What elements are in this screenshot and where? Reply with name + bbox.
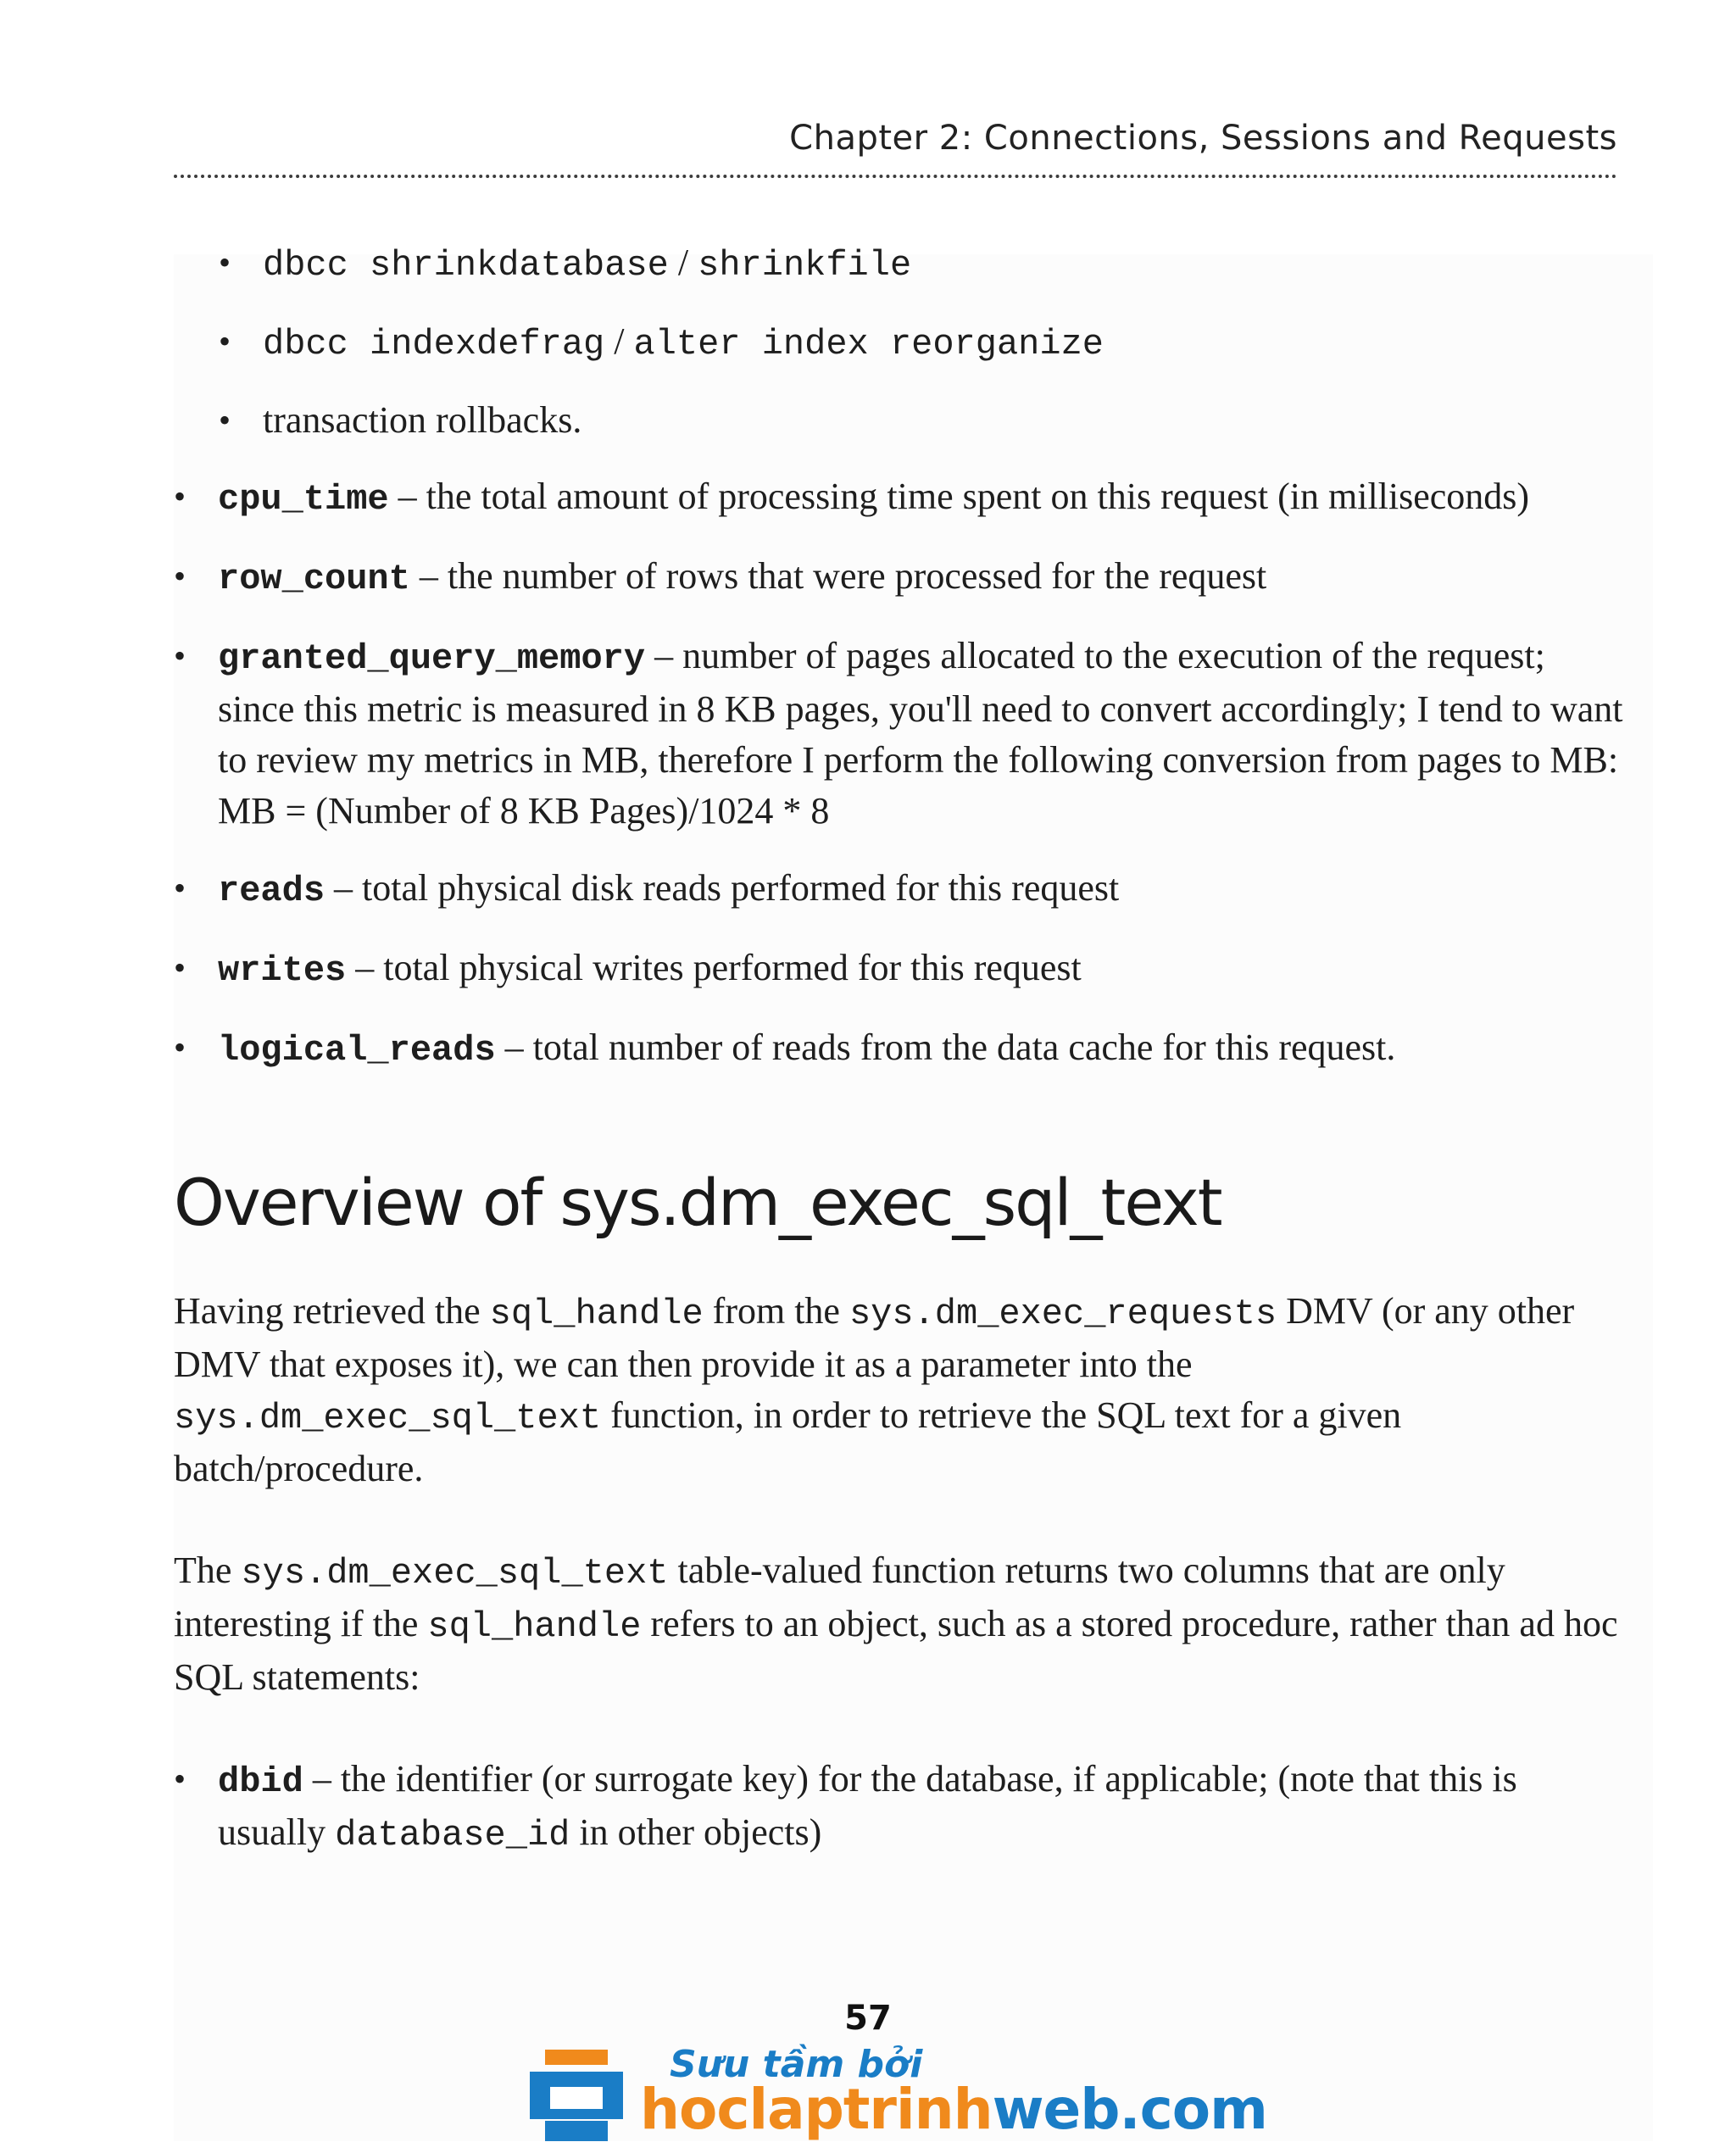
header-divider (174, 175, 1617, 178)
column-description: – the identifier (or surrogate key) for the database, if applicable; (note that this is usually (218, 1758, 1517, 1853)
separator: / (604, 320, 634, 362)
column-description: – total physical writes performed for this request (346, 947, 1082, 988)
columns-list (174, 471, 1625, 1076)
column-term: dbid (218, 1761, 303, 1802)
inline-code: database_id (335, 1815, 570, 1855)
operations-sublist (174, 237, 1625, 446)
watermark-site-name (640, 2077, 1267, 2142)
list-item (218, 471, 1625, 525)
list-item (263, 316, 1625, 370)
sql-text-columns-list (174, 1754, 1625, 1861)
list-item (218, 943, 1625, 996)
text-run: hoclaptrinh (640, 2077, 993, 2142)
list-item (263, 395, 1625, 446)
watermark (530, 2043, 1267, 2142)
inline-code: sys.dm_exec_requests (849, 1294, 1277, 1334)
list-item (218, 551, 1625, 604)
paragraph (174, 1286, 1625, 1494)
inline-code: alter index reorganize (633, 324, 1104, 364)
inline-code: sys.dm_exec_sql_text (241, 1553, 669, 1594)
list-item (218, 631, 1625, 837)
section-heading: Overview of sys.dm_exec_sql_text (174, 1165, 1221, 1240)
list-item (218, 1022, 1625, 1076)
page-number: 57 (844, 1999, 892, 2038)
column-description: – number of pages allocated to the execution of the request; since this metric is measured in 8 KB pages, you'll need to convert accordingly; I tend to want to review my metrics in MB, therefore I perform the following conversion from pages to MB: MB = (Number of 8 KB Pages)/1024 * 8 (218, 635, 1623, 832)
separator: / (668, 242, 698, 283)
inline-code: shrinkfile (698, 245, 912, 286)
list-item (218, 1754, 1625, 1861)
inline-code: sql_handle (427, 1606, 642, 1647)
inline-code: dbcc shrinkdatabase (263, 245, 669, 286)
column-term: logical_reads (218, 1030, 496, 1071)
inline-code: sys.dm_exec_sql_text (174, 1398, 602, 1438)
column-term: reads (218, 871, 326, 911)
column-description: in other objects) (570, 1811, 822, 1853)
list-item (263, 237, 1625, 291)
text-run: DMV (or any other DMV that exposes it), we can then provide it as a parameter into the (174, 1290, 1575, 1385)
text-run: web (992, 2077, 1120, 2142)
list-item-text: transaction rollbacks. (263, 399, 582, 441)
printer-logo-icon (530, 2050, 623, 2141)
column-term: granted_query_memory (218, 638, 646, 679)
text-run: table-valued function returns two columns that are only interesting if the (174, 1549, 1505, 1644)
text-run: Having retrieved the (174, 1290, 490, 1332)
paragraph (174, 1545, 1625, 1703)
text-run: from the (703, 1290, 849, 1332)
text-run: The (174, 1549, 242, 1591)
column-term: writes (218, 950, 347, 991)
column-description: – the number of rows that were processed for the request (409, 555, 1267, 597)
column-description: – total physical disk reads performed for this request (325, 867, 1120, 909)
watermark-caption: Sưu tầm bởi (670, 2043, 923, 2086)
inline-code: dbcc indexdefrag (263, 324, 605, 364)
list-item (218, 863, 1625, 916)
text-run: refers to an object, such as a stored procedure, rather than ad hoc SQL statements: (174, 1603, 1618, 1698)
text-run: function, in order to retrieve the SQL text for a given batch/procedure. (174, 1394, 1402, 1489)
page-content (174, 237, 1625, 1887)
text-run: .com (1119, 2077, 1267, 2142)
running-head: Chapter 2: Connections, Sessions and Requests (789, 119, 1617, 158)
column-description: – total number of reads from the data cache for this request. (495, 1026, 1396, 1068)
column-term: cpu_time (218, 479, 389, 520)
column-term: row_count (218, 559, 410, 599)
inline-code: sql_handle (489, 1294, 704, 1334)
column-description: – the total amount of processing time spent on this request (in milliseconds) (388, 476, 1530, 517)
